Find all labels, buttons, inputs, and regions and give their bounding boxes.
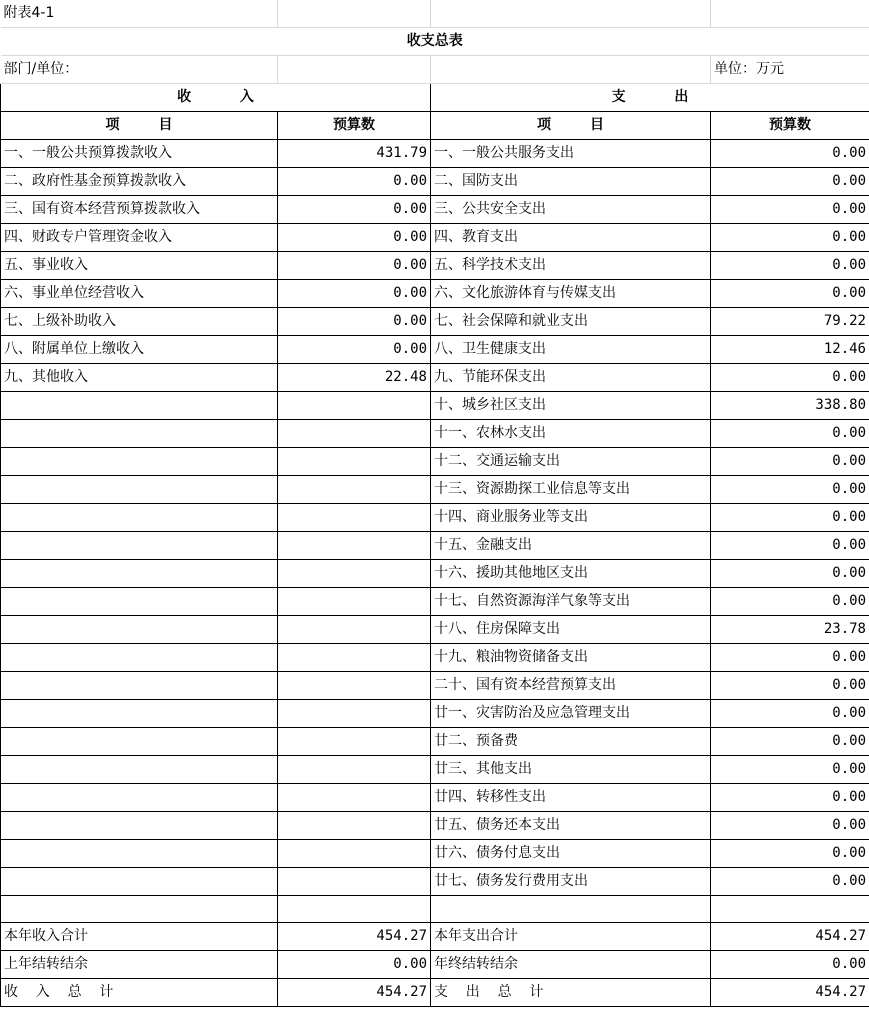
income-item-cell: 八、附属单位上缴收入 [1,336,278,364]
income-header: 收 入 [1,84,431,112]
income-item-cell [1,840,278,868]
table-row [1,532,869,560]
income-item-cell [1,728,278,756]
income-total-value: 454.27 [278,923,431,951]
table-row [1,756,869,784]
income-item-cell: 九、其他收入 [1,364,278,392]
table-row [1,784,869,812]
income-item-cell [1,504,278,532]
expense-value-cell: 0.00 [711,420,869,448]
income-value-cell [278,756,431,784]
table-row [1,644,869,672]
expense-value-cell: 0.00 [711,700,869,728]
expense-item-cell: 五、科学技术支出 [431,252,711,280]
expense-value-cell: 0.00 [711,728,869,756]
table-row [1,588,869,616]
table-row [1,476,869,504]
income-item-cell [1,476,278,504]
expense-value-cell: 0.00 [711,644,869,672]
table-row [1,700,869,728]
income-value-cell [278,784,431,812]
income-value-cell [278,448,431,476]
expense-total-label: 本年支出合计 [431,923,711,951]
table-row [1,196,869,224]
income-item-cell [1,868,278,896]
income-total-label: 本年收入合计 [1,923,278,951]
expense-item-cell: 四、教育支出 [431,224,711,252]
table-row [1,672,869,700]
expense-value-cell: 23.78 [711,616,869,644]
income-item-cell: 二、政府性基金预算拨款收入 [1,168,278,196]
expense-item-cell: 廿一、灾害防治及应急管理支出 [431,700,711,728]
table-row [1,336,869,364]
expense-item-cell: 九、节能环保支出 [431,364,711,392]
expense-total-value: 454.27 [711,979,869,1007]
income-value-cell: 431.79 [278,140,431,168]
expense-item-cell: 廿五、债务还本支出 [431,812,711,840]
income-value-cell: 0.00 [278,252,431,280]
expense-value-cell: 0.00 [711,140,869,168]
income-value-cell: 22.48 [278,364,431,392]
expense-item-cell: 廿二、预备费 [431,728,711,756]
income-item-cell [1,672,278,700]
income-value-cell [278,812,431,840]
table-row [1,560,869,588]
expense-value-cell: 0.00 [711,364,869,392]
income-value-cell [278,868,431,896]
page-title: 收支总表 [1,28,869,56]
expense-budget-header: 预算数 [711,112,869,140]
income-budget-header: 预算数 [278,112,431,140]
expense-value-cell: 0.00 [711,476,869,504]
income-value-cell [278,588,431,616]
expense-item-cell: 十、城乡社区支出 [431,392,711,420]
table-row [1,868,869,896]
income-value-cell [278,392,431,420]
expense-value-cell: 0.00 [711,196,869,224]
expense-value-cell: 0.00 [711,868,869,896]
expense-value-cell: 0.00 [711,280,869,308]
expense-value-cell [711,896,869,923]
expense-item-cell: 十五、金融支出 [431,532,711,560]
expense-item-cell: 十一、农林水支出 [431,420,711,448]
income-value-cell [278,896,431,923]
income-item-header: 项 目 [1,112,278,140]
expense-item-cell: 廿七、债务发行费用支出 [431,868,711,896]
expense-value-cell: 0.00 [711,448,869,476]
income-total-label: 收 入 总 计 [1,979,278,1007]
expense-value-cell: 0.00 [711,560,869,588]
income-total-value: 454.27 [278,979,431,1007]
income-item-cell [1,560,278,588]
income-total-label: 上年结转结余 [1,951,278,979]
income-value-cell [278,560,431,588]
expense-item-cell: 三、公共安全支出 [431,196,711,224]
income-item-cell: 三、国有资本经营预算拨款收入 [1,196,278,224]
expense-value-cell: 0.00 [711,812,869,840]
table-row [1,840,869,868]
table-row [1,504,869,532]
table-number-label: 附表4-1 [1,0,278,28]
expense-total-label: 支 出 总 计 [431,979,711,1007]
expense-value-cell: 0.00 [711,784,869,812]
income-value-cell [278,644,431,672]
total-row [1,979,869,1007]
expense-item-cell: 十四、商业服务业等支出 [431,504,711,532]
income-value-cell: 0.00 [278,308,431,336]
expense-item-cell: 廿六、债务付息支出 [431,840,711,868]
income-value-cell: 0.00 [278,336,431,364]
top-label-row [1,0,869,28]
expense-value-cell: 0.00 [711,168,869,196]
expense-item-cell: 十二、交通运输支出 [431,448,711,476]
income-item-cell [1,896,278,923]
table-row [1,252,869,280]
expense-item-cell: 十七、自然资源海洋气象等支出 [431,588,711,616]
income-value-cell: 0.00 [278,196,431,224]
income-value-cell [278,616,431,644]
table-row [1,280,869,308]
expense-header: 支 出 [431,84,869,112]
income-item-cell [1,784,278,812]
income-value-cell [278,532,431,560]
expense-item-cell: 十八、住房保障支出 [431,616,711,644]
income-item-cell: 五、事业收入 [1,252,278,280]
expense-item-cell: 十九、粮油物资储备支出 [431,644,711,672]
expense-value-cell: 0.00 [711,252,869,280]
income-item-cell [1,392,278,420]
income-value-cell [278,728,431,756]
column-header-row [1,112,869,140]
table-row [1,728,869,756]
expense-item-cell: 八、卫生健康支出 [431,336,711,364]
expense-item-cell: 二、国防支出 [431,168,711,196]
table-row [1,616,869,644]
income-item-cell [1,588,278,616]
section-header-row [1,84,869,112]
income-item-cell [1,448,278,476]
income-item-cell [1,616,278,644]
income-item-cell [1,420,278,448]
income-item-cell: 六、事业单位经营收入 [1,280,278,308]
income-item-cell [1,812,278,840]
table-row [1,420,869,448]
income-item-cell: 一、一般公共预算拨款收入 [1,140,278,168]
expense-item-cell: 十六、援助其他地区支出 [431,560,711,588]
title-row [1,28,869,56]
expense-total-value: 0.00 [711,951,869,979]
income-value-cell [278,504,431,532]
expense-item-cell: 一、一般公共服务支出 [431,140,711,168]
table-row [1,896,869,923]
expense-value-cell: 0.00 [711,504,869,532]
table-row [1,364,869,392]
income-value-cell: 0.00 [278,168,431,196]
expense-value-cell: 79.22 [711,308,869,336]
income-value-cell [278,420,431,448]
expense-item-cell: 七、社会保障和就业支出 [431,308,711,336]
expense-value-cell: 0.00 [711,756,869,784]
expense-item-cell: 十三、资源勘探工业信息等支出 [431,476,711,504]
table-row [1,140,869,168]
total-row [1,951,869,979]
expense-item-cell [431,896,711,923]
expense-value-cell: 0.00 [711,840,869,868]
dept-unit-row [1,56,869,84]
total-row [1,923,869,951]
expense-value-cell: 338.80 [711,392,869,420]
income-value-cell [278,672,431,700]
expense-total-value: 454.27 [711,923,869,951]
income-value-cell: 0.00 [278,280,431,308]
expense-item-header: 项 目 [431,112,711,140]
expense-value-cell: 0.00 [711,672,869,700]
expense-value-cell: 0.00 [711,532,869,560]
expense-value-cell: 0.00 [711,224,869,252]
income-value-cell [278,476,431,504]
income-item-cell [1,756,278,784]
income-total-value: 0.00 [278,951,431,979]
expense-value-cell: 0.00 [711,588,869,616]
table-row [1,168,869,196]
income-value-cell [278,840,431,868]
income-item-cell [1,644,278,672]
expense-item-cell: 二十、国有资本经营预算支出 [431,672,711,700]
table-row [1,224,869,252]
expense-item-cell: 廿四、转移性支出 [431,784,711,812]
table-row [1,812,869,840]
expense-total-label: 年终结转结余 [431,951,711,979]
income-item-cell: 四、财政专户管理资金收入 [1,224,278,252]
income-item-cell [1,532,278,560]
expense-value-cell: 12.46 [711,336,869,364]
table-row [1,448,869,476]
expense-item-cell: 廿三、其他支出 [431,756,711,784]
table-row [1,308,869,336]
table-row [1,392,869,420]
unit-label: 单位：万元 [711,56,869,84]
income-item-cell: 七、上级补助收入 [1,308,278,336]
dept-label: 部门/单位： [1,56,278,84]
income-value-cell [278,700,431,728]
income-value-cell: 0.00 [278,224,431,252]
income-item-cell [1,700,278,728]
expense-item-cell: 六、文化旅游体育与传媒支出 [431,280,711,308]
